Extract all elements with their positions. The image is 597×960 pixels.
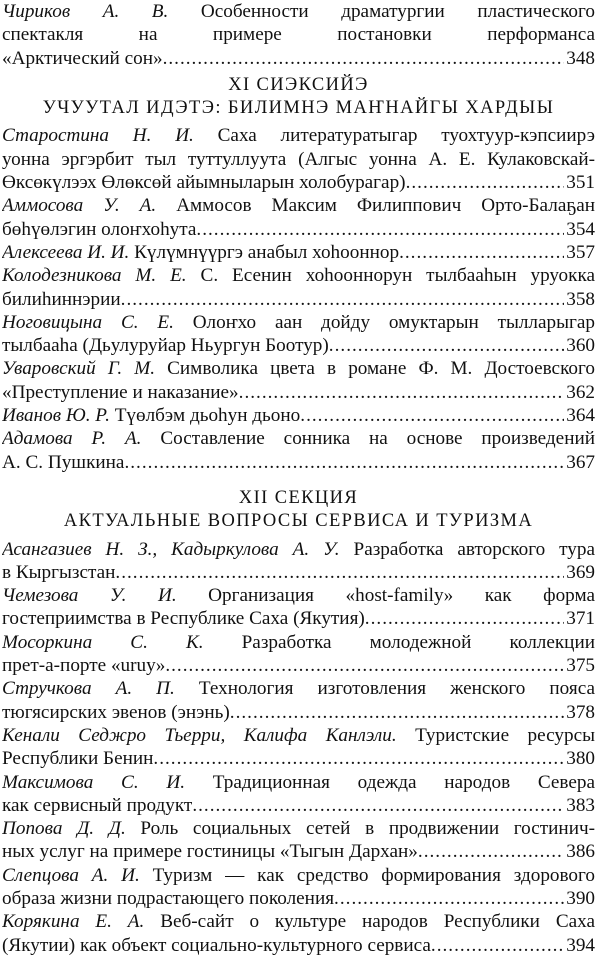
toc-author: Аммосова У. А. (2, 195, 157, 217)
toc-title: С. Есенин хоһооннорун тылбааһын уруокка (200, 265, 595, 287)
toc-entry-line (2, 357, 595, 380)
toc-entry-line (2, 561, 595, 584)
toc-entry-line (2, 334, 595, 357)
leader-dots (334, 887, 564, 910)
toc-title: Символика цвета в романе Ф. М. Достоевского (167, 358, 595, 380)
page-number: 367 (566, 451, 595, 473)
toc-author: Попова Д. Д. (2, 818, 126, 840)
toc-title: Разработка молодежной коллекции (241, 631, 595, 653)
toc-entry-line (2, 381, 595, 404)
toc-entry (2, 194, 595, 241)
toc-title: Разработка авторского тура (353, 538, 595, 560)
toc-title: как сервисный продукт (2, 794, 193, 816)
toc-entry (2, 264, 595, 311)
toc-entry (2, 124, 595, 194)
leader-dots (196, 218, 564, 241)
toc-title: Туризм — как средство формирования здорового (152, 864, 595, 886)
toc-entry-line (2, 47, 595, 70)
toc-entry (2, 771, 595, 818)
toc-author: Слепцова А. И. (2, 864, 140, 886)
toc-entry (2, 311, 595, 358)
page-number: 364 (566, 405, 595, 427)
toc-title: тюгясирских эвенов (энэнь) (2, 701, 230, 723)
toc-title: Аммосов Максим Филиппович Орто-Балаҕан (176, 195, 595, 217)
toc-entry-line (2, 794, 595, 817)
toc-entry-line (2, 910, 595, 933)
toc-title: тылбааһа (Дьулуруйар Ньургун Боотур) (2, 335, 329, 357)
page-number: 380 (566, 748, 595, 770)
toc-entry-line (2, 241, 595, 264)
toc-title: Традиционная одежда народов Севера (212, 771, 595, 793)
toc-entry-line (2, 817, 595, 840)
page-number: 358 (566, 288, 595, 310)
page-number: 348 (566, 47, 595, 69)
section-title: УЧУУТАЛ ИДЭТЭ: БИЛИМНЭ МАҤНАЙГЫ ХАРДЫЫ (42, 98, 555, 119)
toc-entry (2, 357, 595, 404)
toc-entry-line (2, 288, 595, 311)
toc-entry (2, 910, 595, 957)
toc-title: (Якутии) как объект социально-культурного сервиса (2, 934, 431, 956)
toc-title: образа жизни подрастающего поколения (2, 887, 335, 909)
toc-title: «Преступление и наказание» (2, 381, 239, 403)
toc-author: Стручкова А. П. (2, 678, 175, 700)
toc-author: Алексеева И. И. (2, 241, 130, 263)
section-entries (2, 124, 595, 473)
toc-title: Роль социальных сетей в продвижении гостинич- (140, 818, 595, 840)
page-number: 354 (566, 218, 595, 240)
toc-entry-line (2, 654, 595, 677)
toc-author: Максимова С. И. (2, 771, 186, 793)
page-number: 362 (566, 381, 595, 403)
leader-dots (165, 654, 564, 677)
section-label: XII СЕКЦИЯ (238, 487, 359, 508)
toc-entry-line (2, 701, 595, 724)
toc-title: Туристские ресурсы (415, 724, 595, 746)
leader-dots (230, 701, 564, 724)
leader-dots (431, 934, 564, 957)
toc-entry (2, 817, 595, 864)
leader-dots (365, 607, 564, 630)
page-number: 386 (566, 841, 595, 863)
toc-entry-line (2, 124, 595, 147)
toc-entry (2, 0, 595, 70)
toc-entry (2, 677, 595, 724)
toc-entry (2, 584, 595, 631)
toc-entry-line (2, 771, 595, 794)
toc-title: А. С. Пушкина (2, 451, 125, 473)
toc-entry-line (2, 584, 595, 607)
toc-title: Өксөкүлээх Өлөксөй айымныларын холобурагар) (2, 172, 406, 194)
toc-entry-line (2, 864, 595, 887)
toc-entry-line (2, 538, 595, 561)
page-number: 378 (566, 701, 595, 723)
toc-entry (2, 631, 595, 678)
toc-author: Ноговицына С. Е. (2, 311, 174, 333)
toc-entry (2, 538, 595, 585)
toc-entry-line (2, 0, 595, 23)
toc-entry-line (2, 747, 595, 770)
toc-entry-line (2, 451, 595, 474)
leader-dots (163, 47, 565, 70)
toc-title: «Арктический сон» (2, 47, 163, 69)
toc-entry-line (2, 404, 595, 427)
toc-entry-line (2, 677, 595, 700)
toc-title: бөһүөлэгин олоҥхоһута (2, 218, 197, 240)
leader-dots (418, 840, 564, 863)
toc-author: Кенали Седжро Тьерри, Калифа Канлэли. (2, 724, 397, 746)
page-number: 357 (566, 241, 595, 263)
toc-entry-line (2, 427, 595, 450)
leader-dots (239, 381, 565, 404)
toc-entry-line (2, 311, 595, 334)
leader-dots (121, 288, 565, 311)
toc-author: Колодезникова М. Е. (2, 265, 187, 287)
toc-entry-line (2, 724, 595, 747)
toc-title: Күлүмнүүргэ анабыл хоһооннор (134, 241, 400, 263)
section-label: XI СИЭКСИЙЭ (228, 74, 369, 95)
section-entries (2, 538, 595, 957)
toc-entry-line (2, 148, 595, 171)
toc-author: Иванов Ю. Р. (2, 405, 110, 427)
toc-title: уонна эргэрбит тыл туттуллуута (Алгыс уонна А. Е. Кулаковскай- (2, 148, 595, 170)
toc-entry-line (2, 934, 595, 957)
page-number: 369 (566, 561, 595, 583)
toc-title: билиһиннэрии (2, 288, 121, 310)
toc-title: Веб-сайт о культуре народов Республики Саха (160, 911, 595, 933)
toc-entry (2, 427, 595, 474)
leader-dots (406, 171, 565, 194)
toc-author: Корякина Е. А. (2, 911, 145, 933)
toc-entry-line (2, 887, 595, 910)
toc-title: Саха литературатыгар туохтуур-кэпсиирэ (217, 125, 595, 147)
toc-author: Асангазиев Н. З., Кадыркулова А. У. (2, 538, 340, 560)
page-number: 351 (566, 172, 595, 194)
toc-entry-line (2, 264, 595, 287)
toc-title: Организация «host-family» как форма (208, 585, 595, 607)
toc-title: Технология изготовления женского пояса (198, 678, 595, 700)
page-number: 383 (566, 794, 595, 816)
leader-dots (153, 747, 564, 770)
section-title: АКТУАЛЬНЫЕ ВОПРОСЫ СЕРВИСА И ТУРИЗМА (63, 511, 534, 532)
toc-title: прет-а-порте «uruy» (2, 655, 166, 677)
toc-author: Мосоркина С. К. (2, 631, 204, 653)
leader-dots (300, 404, 564, 427)
toc-title: в Кыргызстан (2, 561, 116, 583)
page-number: 375 (566, 655, 595, 677)
page-number: 394 (566, 934, 595, 956)
toc-entry-line (2, 194, 595, 217)
toc-title: гостеприимства в Республике Саха (Якутия) (2, 608, 365, 630)
toc-entry-line (2, 607, 595, 630)
toc-entry-line: спектакля на примере постановки перформанса (2, 24, 595, 46)
toc-entry (2, 864, 595, 911)
toc-title: Түөлбэм дьоһун дьоно (114, 405, 301, 427)
toc-entry-line (2, 631, 595, 654)
toc-title: ных услуг на примере гостиницы «Тыгын Дархан» (2, 841, 418, 863)
toc-title: Особенности драматургии пластического (200, 1, 595, 22)
toc-title: Олоҥхо аан дойду омуктарын тылларыгар (192, 311, 595, 333)
leader-dots (329, 334, 564, 357)
toc-title: Составление сонника на основе произведений (160, 428, 595, 450)
toc-entry-line (2, 218, 595, 241)
page-number: 360 (566, 335, 595, 357)
toc-author: Чириков А. В. (2, 1, 169, 22)
leader-dots (115, 561, 564, 584)
toc-entry-line (2, 171, 595, 194)
toc-author: Старостина Н. И. (2, 125, 194, 147)
toc-author: Чемезова У. И. (2, 585, 177, 607)
toc-entry (2, 241, 595, 264)
leader-dots (192, 794, 564, 817)
leader-dots (124, 451, 564, 474)
toc-author: Адамова Р. А. (2, 428, 142, 450)
toc-author: Уваровский Г. М. (2, 358, 155, 380)
toc-entry-line (2, 840, 595, 863)
toc-entry (2, 404, 595, 427)
toc-title: Республики Бенин (2, 748, 154, 770)
page-number: 371 (566, 608, 595, 630)
leader-dots (399, 241, 564, 264)
page-number: 390 (566, 887, 595, 909)
toc-entry (2, 724, 595, 771)
